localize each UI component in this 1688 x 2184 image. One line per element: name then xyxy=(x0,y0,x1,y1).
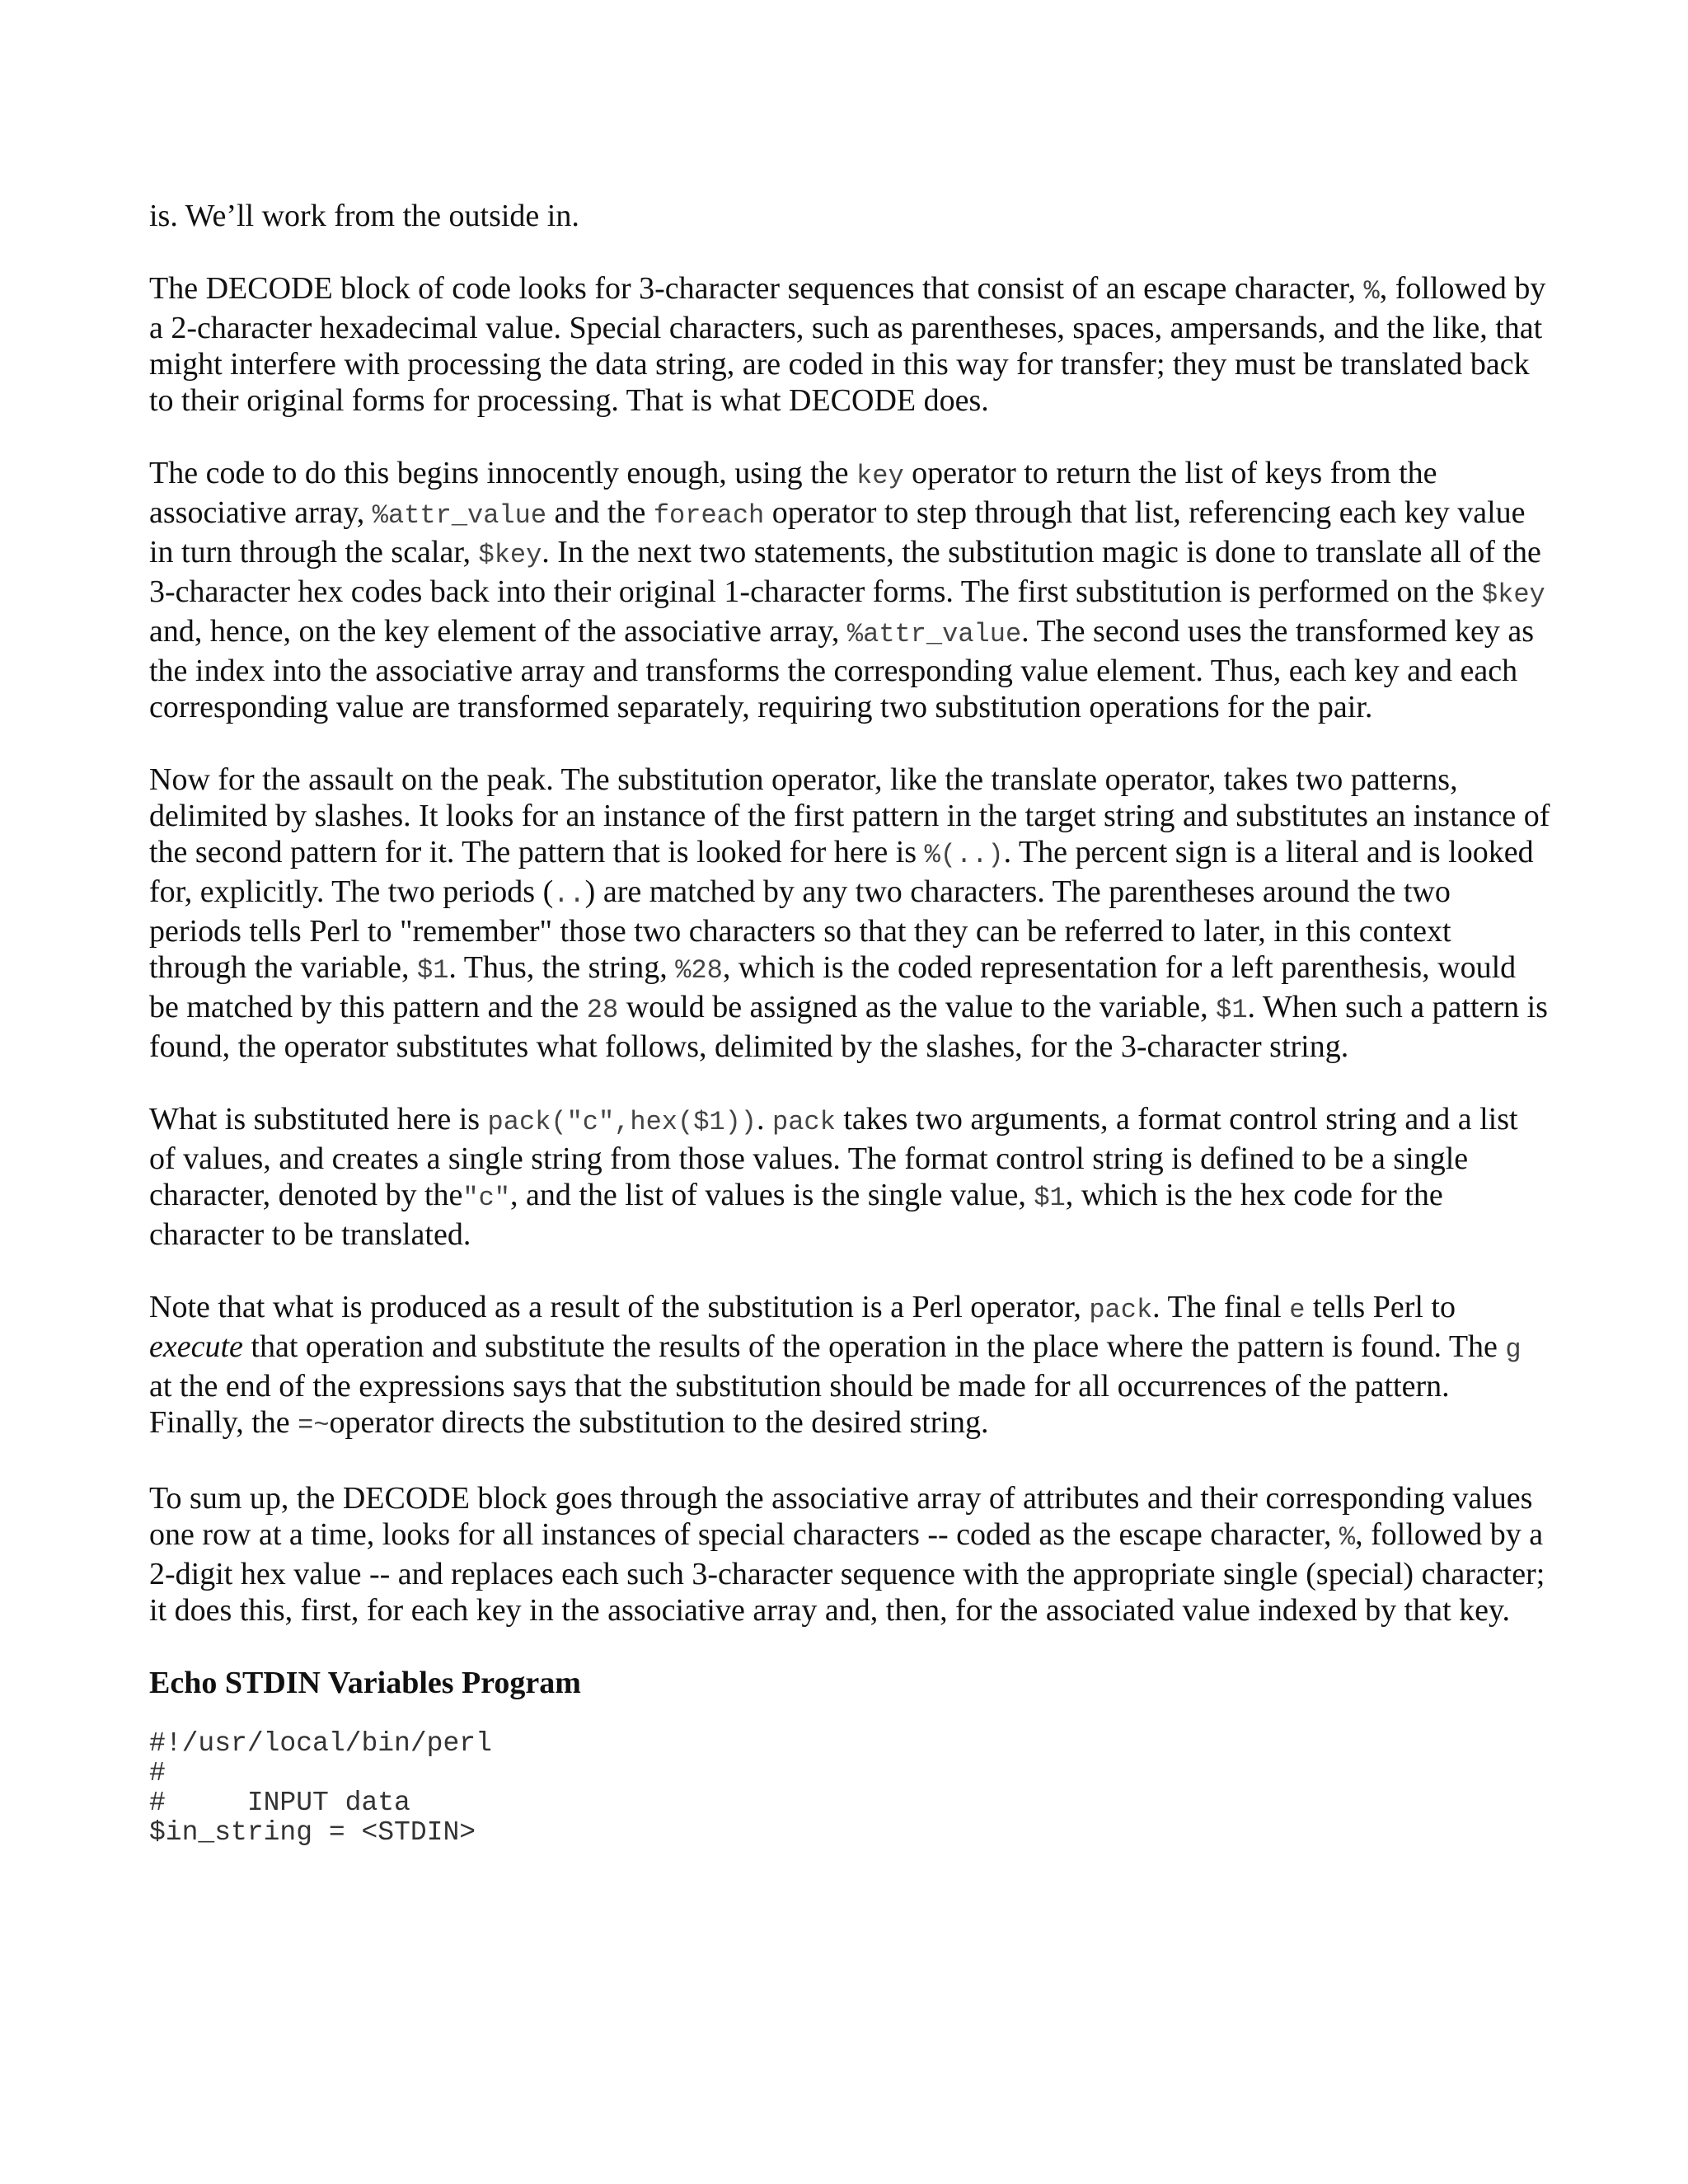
text-run: To sum up, the DECODE block goes through the associative array of attributes and their corresponding values one row at a time, looks for all instances of special characters -- coded as the escape character, xyxy=(149,1481,1533,1552)
paragraph xyxy=(149,1289,1550,1444)
inline-code: =~ xyxy=(298,1410,330,1441)
code-block xyxy=(149,1729,1550,1848)
document-page xyxy=(149,198,1550,1848)
text-run: What is substituted here is xyxy=(149,1102,488,1137)
text-run: tells Perl to xyxy=(1305,1290,1456,1324)
inline-code: $1 xyxy=(417,955,449,986)
inline-code: $1 xyxy=(1216,995,1248,1025)
inline-code: 28 xyxy=(586,995,619,1025)
text-run: , which is the hex code for the character to be translated. xyxy=(149,1178,1443,1252)
text-run: . The second uses the transformed key as the index into the associative array and transforms the corresponding value element. Thus, each key and each corresponding value are transformed separately, requiring two substitution operations for the pair. xyxy=(149,614,1535,724)
inline-code: foreach xyxy=(653,500,765,531)
paragraph xyxy=(149,455,1550,725)
text-run: . In the next two statements, the substitution magic is done to translate all of the 3-character hex codes back into their original 1-character forms. The first substitution is performed on the xyxy=(149,535,1541,609)
inline-code: $key xyxy=(478,540,542,570)
text-run: Note that what is produced as a result of the substitution is a Perl operator, xyxy=(149,1290,1090,1324)
code-line: #!/usr/local/bin/perl xyxy=(149,1728,492,1759)
text-run: The code to do this begins innocently enough, using the xyxy=(149,456,857,490)
paragraph xyxy=(149,1101,1550,1253)
inline-code: g xyxy=(1505,1334,1522,1365)
text-run: operator to step through that list, referencing each key value in turn through the scalar, xyxy=(149,495,1526,569)
paragraph xyxy=(149,762,1550,1065)
inline-code: % xyxy=(1363,276,1380,307)
text-run: and, hence, on the key element of the associative array, xyxy=(149,614,847,649)
inline-code: pack xyxy=(1089,1295,1153,1325)
text-run: ) are matched by any two characters. The parentheses around the two periods tells Perl to "remember" those two characters so that they can be referred to later, in this context through the variable, xyxy=(149,874,1451,985)
inline-code: pack("c",hex($1)) xyxy=(487,1107,757,1137)
text-run: . Thus, the string, xyxy=(448,950,676,985)
code-line: # xyxy=(149,1758,166,1788)
body-text xyxy=(149,198,1550,1629)
inline-code: %(..) xyxy=(924,840,1004,870)
inline-code: %28 xyxy=(675,955,723,986)
text-run: operator directs the substitution to the desired string. xyxy=(329,1405,989,1440)
section-heading: Echo STDIN Variables Program xyxy=(149,1666,581,1700)
code-line: # INPUT data xyxy=(149,1788,410,1818)
paragraph xyxy=(149,1480,1550,1629)
inline-code: pack xyxy=(772,1107,836,1137)
text-run: and the xyxy=(546,495,654,530)
text-run: would be assigned as the value to the variable, xyxy=(618,990,1217,1024)
inline-code: key xyxy=(856,461,904,491)
text-run: . When such a pattern is found, the operator substitutes what follows, delimited by the slashes, for the 3-character string. xyxy=(149,990,1548,1064)
inline-code: % xyxy=(1339,1522,1356,1553)
inline-code: $1 xyxy=(1034,1183,1066,1213)
inline-code: %attr_value xyxy=(846,619,1022,649)
text-run: Now for the assault on the peak. The substitution operator, like the translate operator, takes two patterns, delimited by slashes. It looks for an instance of the first pattern in the target string and substitutes an instance of the second pattern for it. The pattern that is looked for here is xyxy=(149,762,1550,869)
text-run: takes two arguments, a format control string and a list of values, and creates a single string from those values. The format control string is defined to be a single character, denoted by the xyxy=(149,1102,1518,1212)
inline-code: e xyxy=(1289,1295,1306,1325)
paragraph xyxy=(149,198,1550,234)
inline-code: $key xyxy=(1481,579,1545,610)
text-run: . The percent sign is a literal and is looked for, explicitly. The two periods ( xyxy=(149,835,1534,909)
text-run: , and the list of values is the single value, xyxy=(510,1178,1034,1212)
text-run: operator to return the list of keys from the associative array, xyxy=(149,456,1437,530)
inline-code: "c" xyxy=(462,1183,510,1213)
inline-code: .. xyxy=(553,879,585,910)
text-run: is. We’ll work from the outside in. xyxy=(149,199,579,233)
emphasis-text: execute xyxy=(149,1329,243,1364)
text-run: . xyxy=(757,1102,772,1137)
inline-code: %attr_value xyxy=(372,500,547,531)
paragraph xyxy=(149,270,1550,419)
text-run: . The final xyxy=(1152,1290,1290,1324)
code-line: $in_string = <STDIN> xyxy=(149,1817,476,1848)
text-run: that operation and substitute the results of the operation in the place where the pattern is found. The xyxy=(242,1329,1506,1364)
text-run: , which is the coded representation for a left parenthesis, would be matched by this pattern and the xyxy=(149,950,1517,1024)
text-run: at the end of the expressions says that the substitution should be made for all occurrences of the pattern. Finally, the xyxy=(149,1369,1450,1440)
text-run: , followed by a 2-character hexadecimal value. Special characters, such as parentheses, spaces, ampersands, and the like, that might interfere with processing the data string, are coded in this way for transfer; they must be translated back to their original forms for processing. That is what DECODE does. xyxy=(149,271,1546,418)
text-run: The DECODE block of code looks for 3-character sequences that consist of an escape character, xyxy=(149,271,1364,306)
text-run: , followed by a 2-digit hex value -- and replaces each such 3-character sequence with the appropriate single (special) character; it does this, first, for each key in the associative array and, then, for the associated value indexed by that key. xyxy=(149,1517,1545,1628)
